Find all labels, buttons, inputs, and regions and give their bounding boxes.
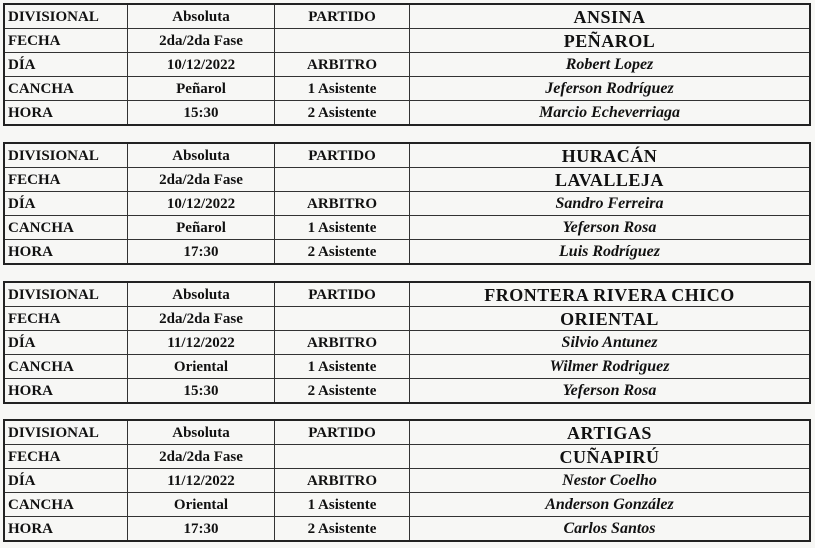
time-row — [4, 379, 810, 404]
field-label: CANCHA — [4, 77, 128, 101]
assistant1-name: Jeferson Rodríguez — [410, 77, 811, 101]
date-label: FECHA — [4, 445, 128, 469]
assistant1-name: Anderson González — [410, 493, 811, 517]
day-label: DÍA — [4, 469, 128, 493]
field-row — [4, 77, 810, 101]
division-label: DIVISIONAL — [4, 143, 128, 168]
division-value: Absoluta — [128, 143, 275, 168]
time-row — [4, 517, 810, 542]
time-value: 15:30 — [128, 101, 275, 126]
referee-name: Nestor Coelho — [410, 469, 811, 493]
division-row — [4, 143, 810, 168]
referee-label: ARBITRO — [275, 53, 410, 77]
date-row — [4, 307, 810, 331]
match-table — [3, 3, 811, 126]
day-value: 10/12/2022 — [128, 53, 275, 77]
assistant1-label: 1 Asistente — [275, 216, 410, 240]
home-team: HURACÁN — [410, 143, 811, 168]
empty-cell — [275, 307, 410, 331]
empty-cell — [275, 445, 410, 469]
field-value: Peñarol — [128, 77, 275, 101]
day-label: DÍA — [4, 192, 128, 216]
home-team: ANSINA — [410, 4, 811, 29]
day-label: DÍA — [4, 53, 128, 77]
assistant2-label: 2 Asistente — [275, 240, 410, 265]
day-value: 10/12/2022 — [128, 192, 275, 216]
assistant1-label: 1 Asistente — [275, 77, 410, 101]
division-label: DIVISIONAL — [4, 420, 128, 445]
referee-name: Robert Lopez — [410, 53, 811, 77]
date-row — [4, 445, 810, 469]
field-row — [4, 493, 810, 517]
assistant2-name: Marcio Echeverriaga — [410, 101, 811, 126]
assistant2-name: Luis Rodríguez — [410, 240, 811, 265]
home-team: ARTIGAS — [410, 420, 811, 445]
match-label: PARTIDO — [275, 143, 410, 168]
assistant1-name: Yeferson Rosa — [410, 216, 811, 240]
match-label: PARTIDO — [275, 4, 410, 29]
empty-cell — [275, 29, 410, 53]
day-row — [4, 192, 810, 216]
round-value: 2da/2da Fase — [128, 307, 275, 331]
time-label: HORA — [4, 379, 128, 404]
match-label: PARTIDO — [275, 420, 410, 445]
referee-label: ARBITRO — [275, 469, 410, 493]
time-label: HORA — [4, 517, 128, 542]
division-value: Absoluta — [128, 420, 275, 445]
date-row — [4, 168, 810, 192]
day-row — [4, 331, 810, 355]
time-row — [4, 101, 810, 126]
referee-label: ARBITRO — [275, 331, 410, 355]
field-label: CANCHA — [4, 216, 128, 240]
referee-name: Sandro Ferreira — [410, 192, 811, 216]
round-value: 2da/2da Fase — [128, 29, 275, 53]
match-table — [3, 419, 811, 542]
date-label: FECHA — [4, 168, 128, 192]
division-row — [4, 4, 810, 29]
empty-cell — [275, 168, 410, 192]
assistant1-label: 1 Asistente — [275, 493, 410, 517]
assistant2-name: Carlos Santos — [410, 517, 811, 542]
match-label: PARTIDO — [275, 282, 410, 307]
time-value: 15:30 — [128, 379, 275, 404]
assistant2-name: Yeferson Rosa — [410, 379, 811, 404]
assistant2-label: 2 Asistente — [275, 101, 410, 126]
away-team: PEÑAROL — [410, 29, 811, 53]
away-team: ORIENTAL — [410, 307, 811, 331]
time-label: HORA — [4, 240, 128, 265]
field-label: CANCHA — [4, 493, 128, 517]
away-team: CUÑAPIRÚ — [410, 445, 811, 469]
day-row — [4, 53, 810, 77]
division-value: Absoluta — [128, 282, 275, 307]
field-value: Peñarol — [128, 216, 275, 240]
round-value: 2da/2da Fase — [128, 445, 275, 469]
day-label: DÍA — [4, 331, 128, 355]
away-team: LAVALLEJA — [410, 168, 811, 192]
day-value: 11/12/2022 — [128, 331, 275, 355]
assistant1-label: 1 Asistente — [275, 355, 410, 379]
time-value: 17:30 — [128, 240, 275, 265]
field-value: Oriental — [128, 493, 275, 517]
match-table — [3, 142, 811, 265]
division-value: Absoluta — [128, 4, 275, 29]
day-row — [4, 469, 810, 493]
field-row — [4, 216, 810, 240]
division-label: DIVISIONAL — [4, 4, 128, 29]
round-value: 2da/2da Fase — [128, 168, 275, 192]
division-label: DIVISIONAL — [4, 282, 128, 307]
division-row — [4, 420, 810, 445]
field-label: CANCHA — [4, 355, 128, 379]
time-value: 17:30 — [128, 517, 275, 542]
time-row — [4, 240, 810, 265]
day-value: 11/12/2022 — [128, 469, 275, 493]
time-label: HORA — [4, 101, 128, 126]
referee-label: ARBITRO — [275, 192, 410, 216]
date-label: FECHA — [4, 307, 128, 331]
field-row — [4, 355, 810, 379]
match-table — [3, 281, 811, 404]
division-row — [4, 282, 810, 307]
assistant2-label: 2 Asistente — [275, 517, 410, 542]
home-team: FRONTERA RIVERA CHICO — [410, 282, 811, 307]
assistant2-label: 2 Asistente — [275, 379, 410, 404]
date-row — [4, 29, 810, 53]
referee-name: Silvio Antunez — [410, 331, 811, 355]
field-value: Oriental — [128, 355, 275, 379]
assistant1-name: Wilmer Rodriguez — [410, 355, 811, 379]
date-label: FECHA — [4, 29, 128, 53]
